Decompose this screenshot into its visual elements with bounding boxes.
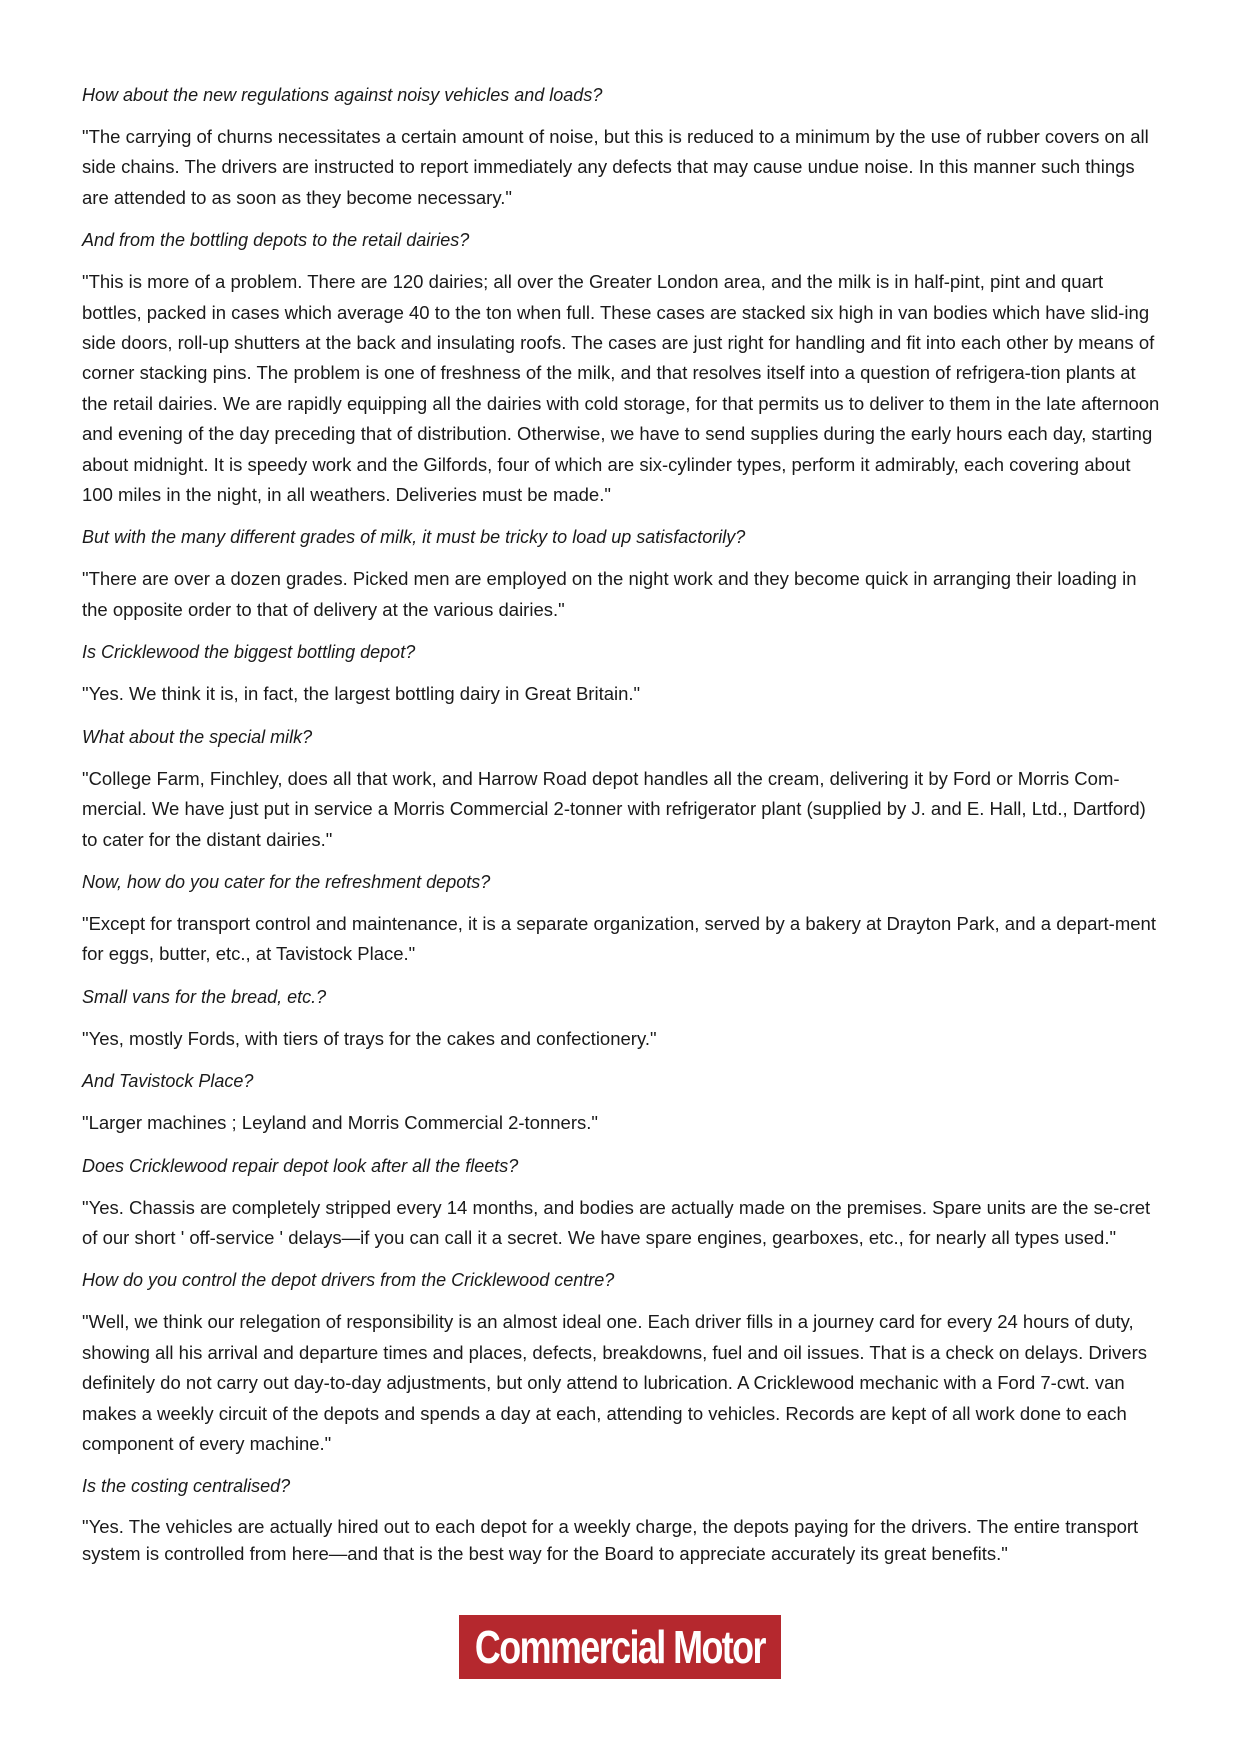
question: And Tavistock Place? [82, 1071, 254, 1092]
question: Now, how do you cater for the refreshment depots? [82, 871, 491, 892]
answer: "This is more of a problem. There are 120 dairies; all over the Greater London area, and the milk is in half-pint, pint and quart bottles, packed in cases which average 40 to the ton when full. These cases are stacked six high in van bodies which have slid-ing side doors, roll-up shutters at the back and insulating roofs. The cases are just right for handling and fit into each other by means of corner stacking pins. The problem is one of freshness of the milk, and that resolves itself into a question of refrigera-tion plants at the retail dairies. We are rapidly equipping all the dairies with cold storage, for that permits us to deliver to them in the late afternoon and evening of the day preceding that of distribution. Otherwise, we have to send supplies during the early hours each day, starting about midnight. It is speedy work and the Gilfords, four of which are six-cylinder types, perform it admirably, each covering about 100 miles in the night, in all weathers. Deliveries must be made." [82, 271, 1160, 506]
question: How about the new regulations against noisy vehicles and loads? [82, 85, 603, 105]
answer: "Well, we think our relegation of responsibility is an almost ideal one. Each driver fills in a journey card for every 24 hours of duty, showing all his arrival and departure times and places, defects, breakdowns, fuel and oil issues. That is a check on delays. Drivers definitely do not carry out day-to-day adjustments, but only attend to lubrication. A Cricklewood mechanic with a Ford 7-cwt. van makes a weekly circuit of the depots and spends a day at each, attending to vehicles. Records are kept of all work done to each component of every machine." [82, 1311, 1147, 1454]
question: Is Cricklewood the biggest bottling depot? [82, 642, 416, 663]
question: Is the costing centralised? [82, 1476, 291, 1497]
answer: "Yes, mostly Fords, with tiers of trays for the cakes and confectionery." [82, 1027, 657, 1049]
question: But with the many different grades of milk, it must be tricky to load up satisfactorily? [82, 527, 746, 548]
logo-text: Commercial Motor [474, 1621, 766, 1673]
answer: "Yes. The vehicles are actually hired out to each depot for a weekly charge, the depots paying for the drivers. The entire transport system is controlled from here—and that is the best way for the Board to appreciate accurately its great benefits." [82, 1516, 1139, 1565]
question: Small vans for the bread, etc.? [82, 986, 327, 1007]
question: How do you control the depot drivers from the Cricklewood centre? [82, 1270, 615, 1291]
article-body [82, 80, 1164, 1567]
answer: "Yes. Chassis are completely stripped every 14 months, and bodies are actually made on the premises. Spare units are the se-cret of our short ' off-service ' delays—if you can call it a secret. We have spare engines, gearboxes, etc., for nearly all types used." [82, 1196, 1151, 1248]
answer: "There are over a dozen grades. Picked men are employed on the night work and they become quick in arranging their loading in the opposite order to that of delivery at the various dairies." [82, 568, 1137, 620]
commercial-motor-logo [459, 1615, 781, 1679]
answer: "Larger machines ; Leyland and Morris Commercial 2-tonners." [82, 1112, 598, 1134]
question: What about the special milk? [82, 726, 313, 747]
answer: "College Farm, Finchley, does all that work, and Harrow Road depot handles all the cream, delivering it by Ford or Morris Com-mercial. We have just put in service a Morris Commercial 2-tonner with refrigerator plant (supplied by J. and E. Hall, Ltd., Dartford) to cater for the distant dairies." [82, 767, 1146, 850]
question: And from the bottling depots to the retail dairies? [82, 230, 470, 251]
answer: "Except for transport control and maintenance, it is a separate organization, served by a bakery at Drayton Park, and a depart-ment for eggs, butter, etc., at Tavistock Place." [82, 912, 1156, 965]
question: Does Cricklewood repair depot look after all the fleets? [82, 1155, 519, 1176]
answer: "Yes. We think it is, in fact, the largest bottling dairy in Great Britain." [82, 683, 641, 705]
answer: "The carrying of churns necessitates a certain amount of noise, but this is reduced to a minimum by the use of rubber covers on all side chains. The drivers are instructed to report immediately any defects that may cause undue noise. In this manner such things are attended to as soon as they become necessary." [82, 126, 1149, 208]
